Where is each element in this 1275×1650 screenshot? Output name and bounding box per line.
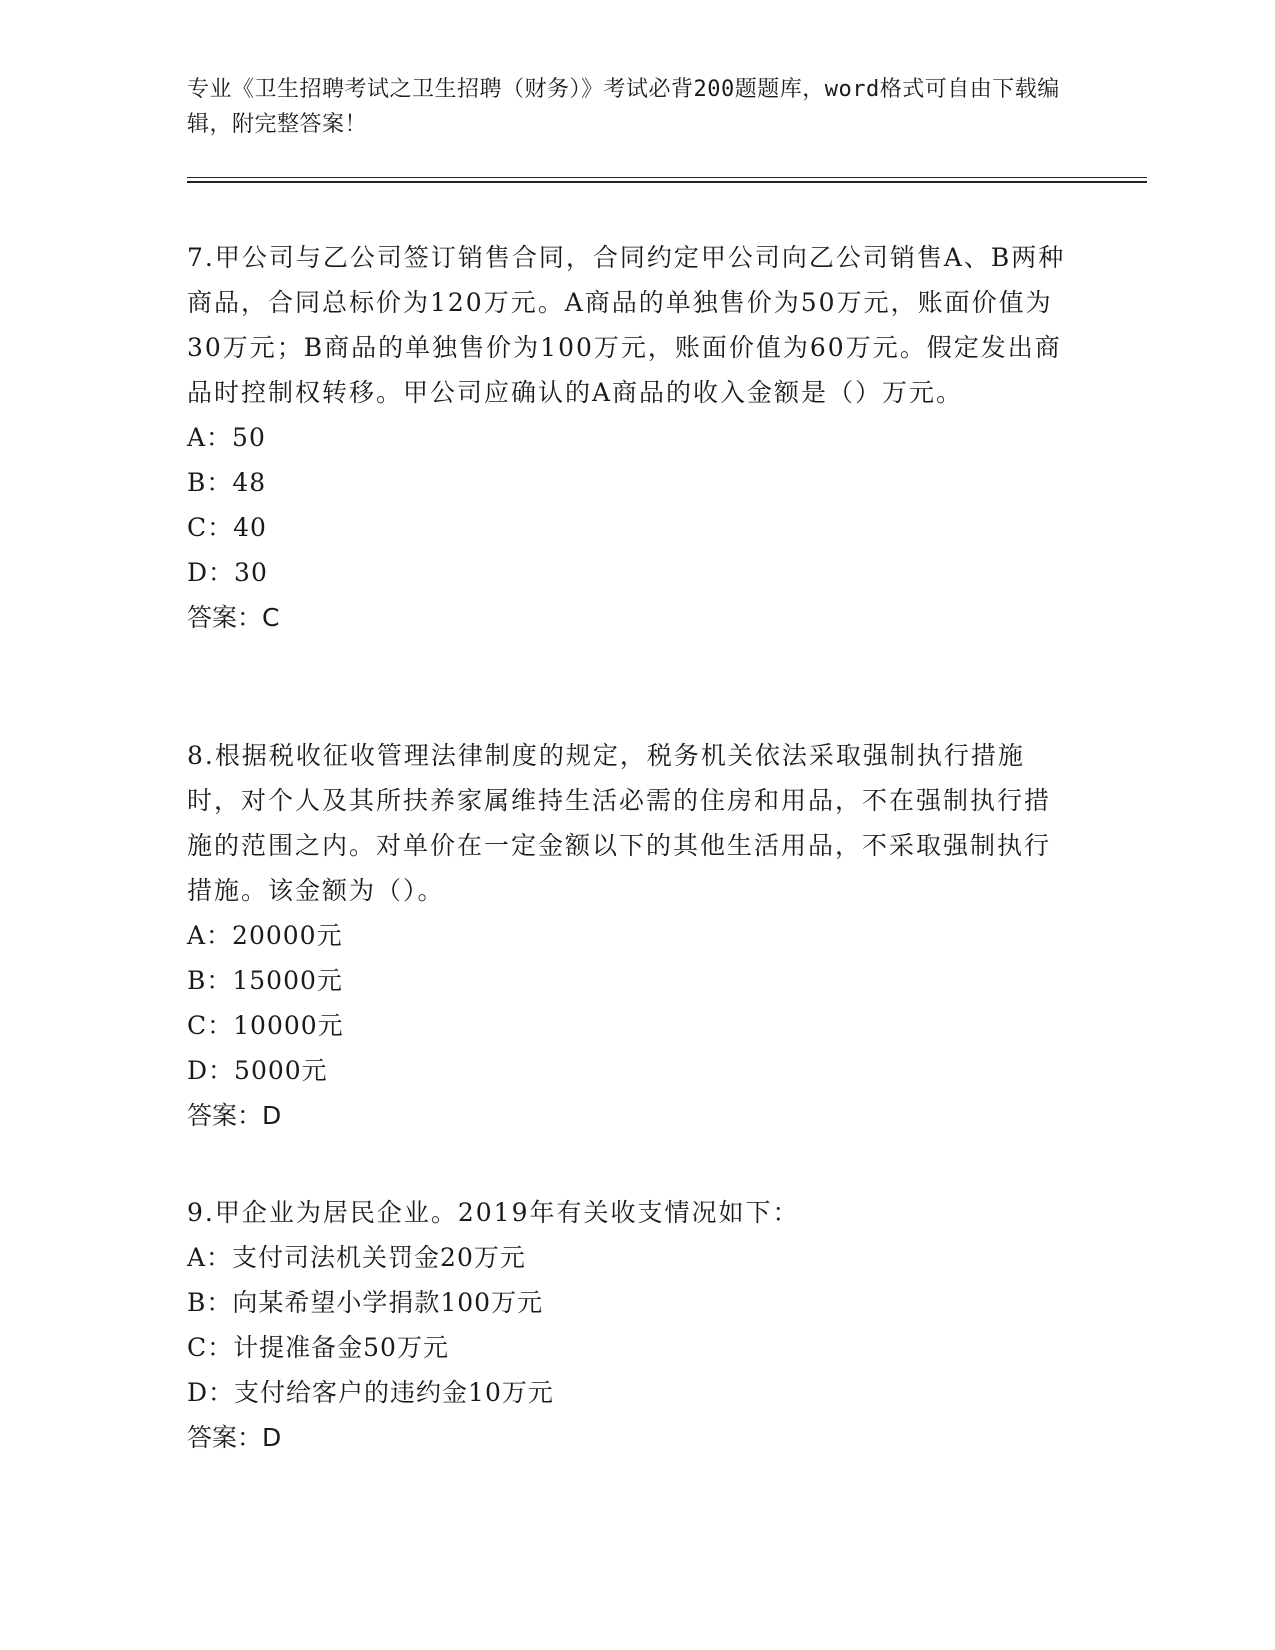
answer: 答案：D	[187, 1101, 282, 1130]
answer: 答案：C	[187, 603, 280, 632]
option-a: A：50	[187, 423, 266, 452]
question-7	[187, 235, 1067, 640]
question-stem: 7.甲公司与乙公司签订销售合同，合同约定甲公司向乙公司销售A、B两种商品，合同总标价为120万元。A商品的单独售价为50万元，账面价值为30万元；B商品的单独售价为100万元，账面价值为60万元。假定发出商品时控制权转移。甲公司应确认的A商品的收入金额是（）万元。	[187, 243, 1066, 407]
option-b: B：向某希望小学捐款100万元	[187, 1288, 544, 1317]
question-stem: 8.根据税收征收管理法律制度的规定，税务机关依法采取强制执行措施时，对个人及其所扶养家属维持生活必需的住房和用品，不在强制执行措施的范围之内。对单价在一定金额以下的其他生活用品，不采取强制执行措施。该金额为（）。	[187, 741, 1052, 905]
question-9	[187, 1190, 1067, 1460]
option-c: C：计提准备金50万元	[187, 1333, 449, 1362]
option-d: D：30	[187, 558, 268, 587]
option-c: C：10000元	[187, 1011, 344, 1040]
header-divider-thick	[187, 181, 1147, 183]
option-b: B：15000元	[187, 966, 343, 995]
answer: 答案：D	[187, 1423, 282, 1452]
option-d: D：支付给客户的违约金10万元	[187, 1378, 554, 1407]
page-header: 专业《卫生招聘考试之卫生招聘（财务）》考试必背200题题库，word格式可自由下载编辑，附完整答案！	[187, 77, 1060, 137]
option-b: B：48	[187, 468, 267, 497]
question-stem: 9.甲企业为居民企业。2019年有关收支情况如下：	[187, 1198, 800, 1227]
option-d: D：5000元	[187, 1056, 328, 1085]
option-a: A：20000元	[187, 921, 343, 950]
option-a: A：支付司法机关罚金20万元	[187, 1243, 526, 1272]
option-c: C：40	[187, 513, 267, 542]
question-8	[187, 733, 1067, 1138]
header-divider-thin	[187, 177, 1147, 178]
